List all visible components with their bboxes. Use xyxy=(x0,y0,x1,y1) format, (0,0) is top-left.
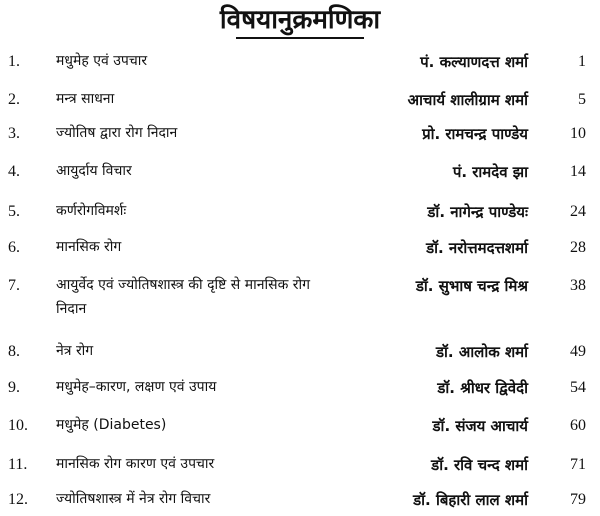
toc-entry xyxy=(0,121,600,147)
entry-page-number: 28 xyxy=(570,239,586,256)
entry-page-number: 5 xyxy=(578,91,586,108)
toc-entry xyxy=(0,413,600,439)
entry-page-number: 1 xyxy=(578,53,586,70)
entry-page-number: 79 xyxy=(570,491,586,508)
entry-number: 6. xyxy=(8,239,20,256)
entry-author: डॉ. श्रीधर द्विवेदी xyxy=(437,379,528,397)
entry-number: 1. xyxy=(8,53,20,70)
entry-author: प्रो. रामचन्द्र पाण्डेय xyxy=(422,125,528,143)
entry-page-number: 14 xyxy=(570,163,586,180)
entry-topic: मधुमेह (Diabetes) xyxy=(56,417,167,433)
entry-author: डॉ. आलोक शर्मा xyxy=(435,343,528,361)
entry-page-number: 54 xyxy=(570,379,586,396)
entry-number: 5. xyxy=(8,203,20,220)
toc-entry xyxy=(0,339,600,365)
entry-topic: आयुर्दाय विचार xyxy=(56,163,132,179)
toc-entry xyxy=(0,487,600,513)
toc-entry xyxy=(0,159,600,185)
entry-page-number: 49 xyxy=(570,343,586,360)
entry-topic: मानसिक रोग xyxy=(56,239,122,255)
entry-page-number: 60 xyxy=(570,417,586,434)
entry-topic: मधुमेह एवं उपचार xyxy=(56,53,148,69)
entry-topic: मानसिक रोग कारण एवं उपचार xyxy=(56,456,215,472)
entry-author: डॉ. संजय आचार्य xyxy=(432,417,528,435)
entry-author: डॉ. रवि चन्द शर्मा xyxy=(431,456,528,474)
entry-number: 9. xyxy=(8,379,20,396)
title-underline xyxy=(236,37,364,39)
entry-author: डॉ. नरोत्तमदत्तशर्मा xyxy=(426,239,528,257)
page-title: विषयानुक्रमणिका xyxy=(219,5,381,35)
entry-number: 11. xyxy=(8,456,28,473)
entry-author: डॉ. सुभाष चन्द्र मिश्र xyxy=(415,277,528,295)
entry-page-number: 71 xyxy=(570,456,586,473)
toc-entry xyxy=(0,49,600,75)
entry-topic: मन्त्र साधना xyxy=(56,91,115,107)
entry-topic: नेत्र रोग xyxy=(56,343,94,359)
entry-topic: कर्णरोगविमर्शः xyxy=(56,203,127,219)
entry-number: 4. xyxy=(8,163,20,180)
entry-number: 12. xyxy=(8,491,28,508)
entry-number: 3. xyxy=(8,125,20,142)
entry-number: 10. xyxy=(8,417,28,434)
entry-page-number: 10 xyxy=(570,125,586,142)
entry-number: 7. xyxy=(8,277,20,294)
entry-author: पं. कल्याणदत्त शर्मा xyxy=(420,53,528,71)
entry-author: पं. रामदेव झा xyxy=(452,163,528,181)
entry-page-number: 24 xyxy=(570,203,586,220)
entry-topic: ज्योतिष द्वारा रोग निदान xyxy=(56,125,178,141)
toc-entry xyxy=(0,273,600,323)
entry-page-number: 38 xyxy=(570,277,586,294)
toc-entry xyxy=(0,452,600,478)
toc-entry xyxy=(0,235,600,261)
entry-topic: मधुमेह–कारण, लक्षण एवं उपाय xyxy=(56,379,217,395)
toc-entry xyxy=(0,375,600,401)
entry-author: आचार्य शालीग्राम शर्मा xyxy=(407,91,528,109)
entry-number: 8. xyxy=(8,343,20,360)
entry-topic: आयुर्वेद एवं ज्योतिषशास्त्र की दृष्टि से मानसिक रोग निदान xyxy=(56,277,311,317)
entry-topic: ज्योतिषशास्त्र में नेत्र रोग विचार xyxy=(56,491,211,507)
entry-number: 2. xyxy=(8,91,20,108)
entry-author: डॉ. नागेन्द्र पाण्डेयः xyxy=(427,203,528,221)
entry-author: डॉ. बिहारी लाल शर्मा xyxy=(413,491,528,509)
toc-entry xyxy=(0,199,600,225)
toc-entry xyxy=(0,87,600,113)
